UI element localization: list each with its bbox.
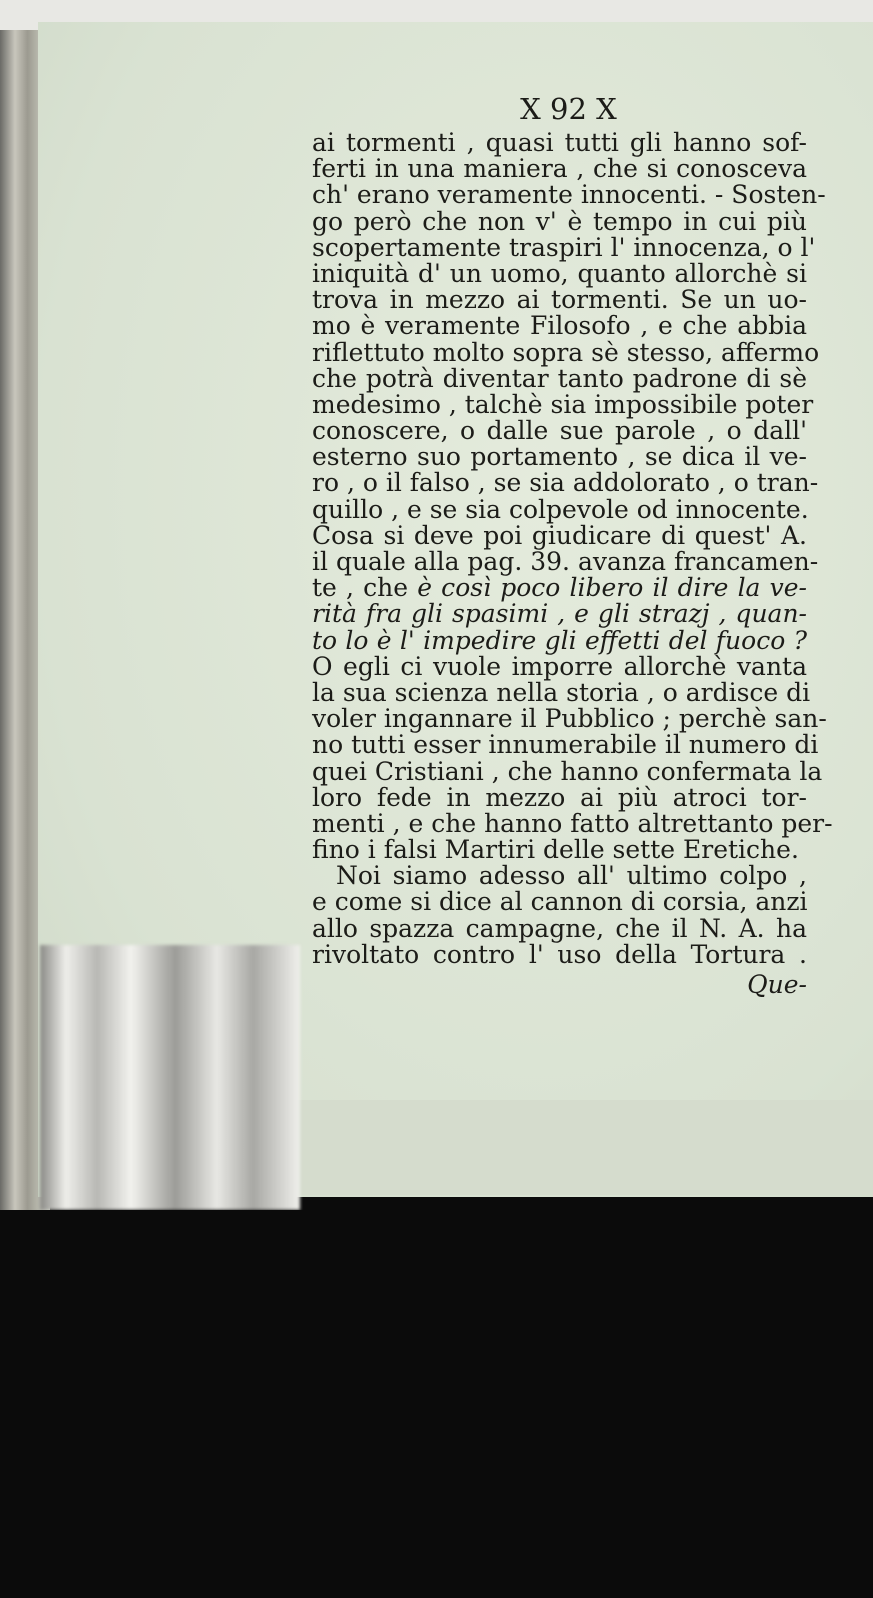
paragraph-1 bbox=[312, 128, 833, 865]
text-line: la sua scienza nella storia , o ardisce di bbox=[312, 677, 811, 707]
text-line: scopertamente traspiri l' innocenza, o l' bbox=[312, 232, 816, 262]
page-stack-edge bbox=[40, 945, 300, 1210]
text-line: Cosa si deve poi giudicare di quest' A. bbox=[312, 520, 807, 550]
text-line: ferti in una maniera , che si conosceva bbox=[312, 154, 807, 184]
text-line: il quale alla pag. 39. avanza francamen- bbox=[312, 547, 819, 576]
text-line: medesimo , talchè sia impossibile poter bbox=[312, 389, 814, 419]
text-line: trova in mezzo ai tormenti. Se un uo- bbox=[312, 285, 807, 315]
text-line: Noi siamo adesso all' ultimo colpo , bbox=[336, 861, 807, 891]
scanner-bed-bottom bbox=[0, 1210, 873, 1598]
text-line: ro , o il falso , se sia addolorato , o tran- bbox=[312, 468, 819, 498]
text-line: allo spazza campagne, che il N. A. ha bbox=[312, 913, 807, 943]
paragraph-2 bbox=[312, 863, 807, 968]
page-text bbox=[312, 88, 833, 1000]
text-line: quillo , e se sia colpevole od innocente. bbox=[312, 494, 809, 524]
text-line: quei Cristiani , che hanno confermata la bbox=[312, 756, 823, 786]
text-line: rivoltato contro l' uso della Tortura . bbox=[312, 939, 807, 969]
text-line-quote bbox=[312, 601, 807, 627]
text-line: ai tormenti , quasi tutti gli hanno sof- bbox=[312, 128, 807, 157]
catchword: Que- bbox=[747, 970, 807, 999]
text-line: go però che non v' è tempo in cui più bbox=[312, 206, 807, 236]
text-line: loro fede in mezzo ai più atroci tor- bbox=[312, 782, 807, 812]
text-line: conoscere, o dalle sue parole , o dall' bbox=[312, 416, 807, 446]
italic-text: rità fra gli spasimi , e gli strazj , quan- bbox=[312, 599, 807, 629]
italic-text: è così poco libero il dire la ve- bbox=[417, 573, 808, 603]
text-line: e come si dice al cannon di corsia, anzi bbox=[312, 887, 808, 917]
text-line: esterno suo portamento , se dica il ve- bbox=[312, 442, 807, 472]
text-line: no tutti esser innumerabile il numero di bbox=[312, 730, 819, 760]
page-number: X 92 X bbox=[520, 92, 617, 126]
page-bottom-edge bbox=[225, 1100, 873, 1195]
roman-text: te , che bbox=[312, 573, 418, 603]
text-line-quote bbox=[312, 575, 807, 601]
text-line: ch' erano veramente innocenti. - Sosten- bbox=[312, 180, 826, 210]
text-line: menti , e che hanno fatto altrettanto per- bbox=[312, 808, 833, 838]
text-line: iniquità d' un uomo, quanto allorchè si bbox=[312, 258, 807, 288]
text-line: O egli ci vuole imporre allorchè vanta bbox=[312, 651, 807, 681]
text-line: mo è veramente Filosofo , e che abbia bbox=[312, 311, 807, 341]
text-line: che potrà diventar tanto padrone di sè bbox=[312, 363, 807, 393]
text-line-quote bbox=[312, 625, 807, 655]
italic-text: to lo è l' impedire gli effetti del fuoco ? bbox=[312, 625, 807, 655]
text-line: fino i falsi Martiri delle sette Eretiche. bbox=[312, 835, 799, 865]
text-line: voler ingannare il Pubblico ; perchè san- bbox=[312, 704, 827, 734]
text-line: riflettuto molto sopra sè stesso, affermo bbox=[312, 337, 820, 367]
